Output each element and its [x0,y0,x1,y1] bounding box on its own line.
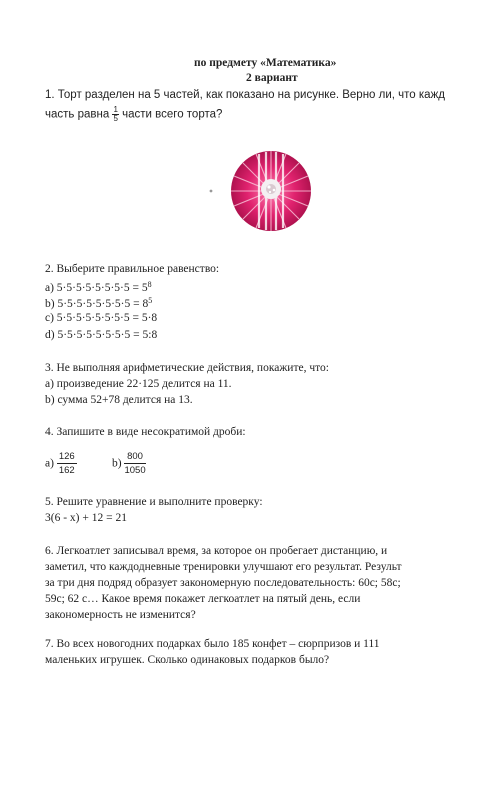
q4-part-a [45,451,77,476]
q2-option-b-base: 8 [142,298,149,310]
q4-a-num: 126 [58,451,75,462]
q2-option-b-exp: 5 [148,296,153,305]
q4-part-b [112,451,146,476]
q5-title: 5. Решите уравнение и выполните проверку: [45,496,263,508]
subject-header: по предмету «Математика» [194,57,337,69]
q4-a-label: а) [45,457,54,470]
q2-option-a-exp: 8 [147,280,152,289]
q1-frac-num: 1 [113,105,118,114]
q1-text-after: части всего торта? [122,108,223,121]
q2-option-a-label: а) 5·5·5·5·5·5·5·5 = [45,282,142,294]
q4-b-fraction [124,451,145,476]
q1-text-before: часть равна [45,108,110,121]
q6-line5: закономерность не изменится? [45,609,196,621]
q1-line2 [45,106,222,123]
q4-a-fraction [57,451,77,476]
q2-option-d: d) 5·5·5·5·5·5·5·5 = 5:8 [45,329,158,341]
q6-line4: 59с; 62 с… Какое время покажет легкоатлет на пятый день, если [45,593,361,605]
q4-title: 4. Запишите в виде несократимой дроби: [45,426,246,438]
q1-fraction [112,106,118,123]
q7-line2: маленьких игрушек. Сколько одинаковых подарков было? [45,654,330,666]
q4-b-num: 800 [124,451,145,464]
q3-title: 3. Не выполняя арифметические действия, покажите, что: [45,362,329,374]
q6-line3: за три дня подряд образует закономерную последовательность: 60с; 58с; [45,577,401,589]
q4-b-label: b) [112,457,122,470]
q4-b-den: 1050 [124,465,146,476]
q1-frac-den: 5 [113,114,118,123]
q2-option-b-label: b) 5·5·5·5·5·5·5·5 = [45,298,143,310]
q3-part-b: b) сумма 52+78 делится на 13. [45,394,193,406]
q5-equation: 3(6 - x) + 12 = 21 [45,512,127,524]
q6-line1: 6. Легкоатлет записывал время, за которое он пробегает дистанцию, и [45,545,388,557]
q3-part-a: а) произведение 22·125 делится на 11. [45,378,232,390]
cake-illustration [209,146,329,236]
q2-option-a-base: 5 [141,282,148,294]
variant-header: 2 вариант [246,72,298,84]
q2-title: 2. Выберите правильное равенство: [45,263,220,275]
q1-line1: 1. Торт разделен на 5 частей, как показано на рисунке. Верно ли, что кажд [45,89,445,101]
q4-a-den: 162 [58,465,75,476]
q7-line1: 7. Во всех новогодних подарках было 185 конфет – сюрпризов и 111 [45,638,380,650]
q6-line2: заметил, что каждодневные тренировки улучшают его результат. Результ [45,561,402,573]
q2-option-c: c) 5·5·5·5·5·5·5·5 = 5·8 [45,312,158,324]
